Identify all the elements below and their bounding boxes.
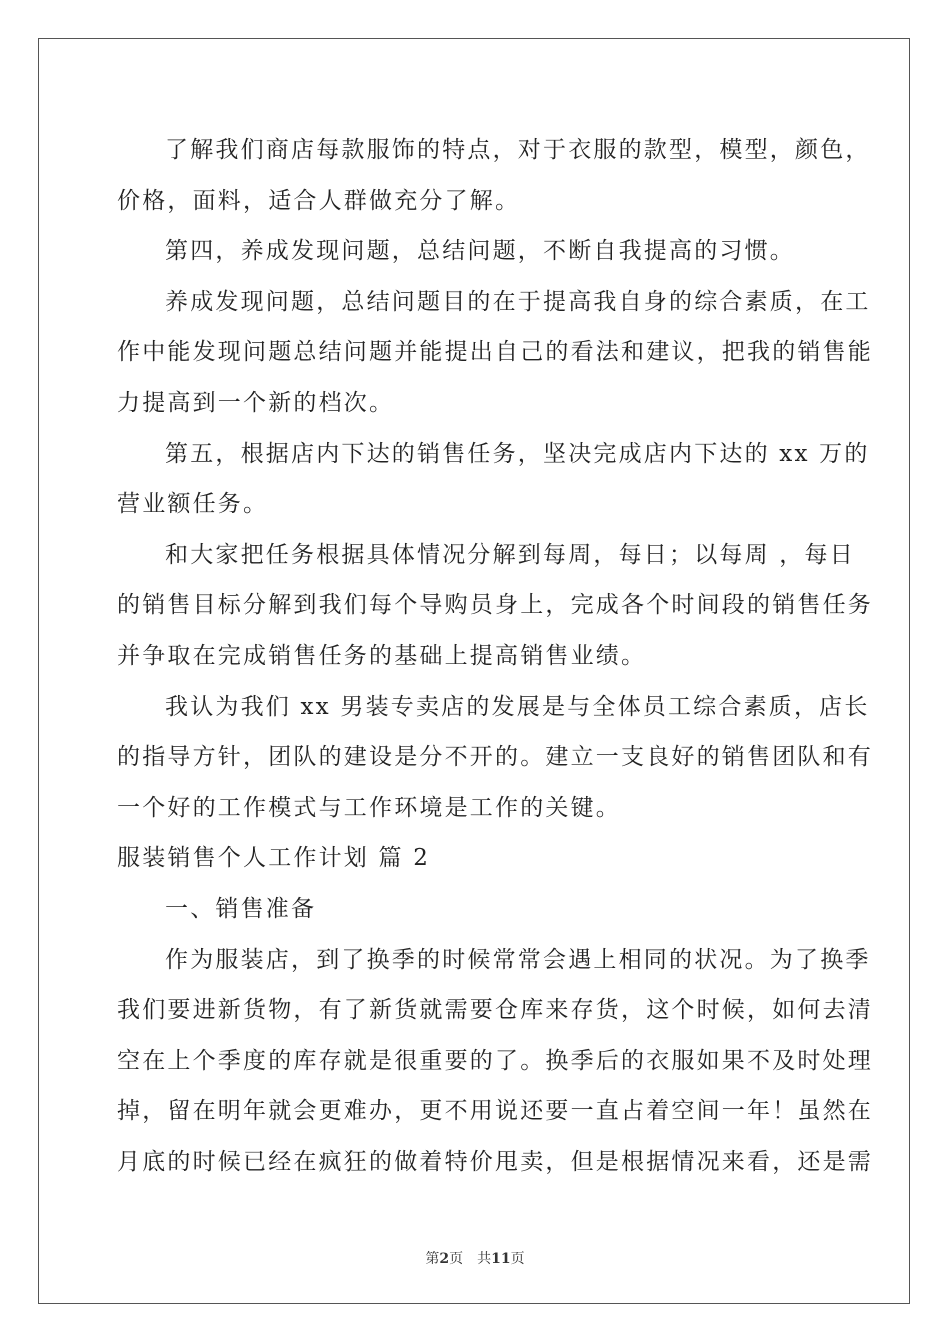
paragraph-line: 力提高到一个新的档次。 xyxy=(117,389,395,416)
page-number xyxy=(425,1251,463,1267)
section-heading: 服装销售个人工作计划 篇 2 xyxy=(117,845,431,872)
paragraph-line: 空在上个季度的库存就是很重要的了。换季后的衣服如果不及时处理 xyxy=(117,1047,873,1074)
paragraph-line: 的销售目标分解到我们每个导购员身上，完成各个时间段的销售任务 xyxy=(117,592,873,619)
paragraph-line: 价格，面料，适合人群做充分了解。 xyxy=(117,187,521,214)
paragraph-line: 和大家把任务根据具体情况分解到每周，每日；以每周 ，每日 xyxy=(165,541,855,568)
paragraph-line: 第五，根据店内下达的销售任务，坚决完成店内下达的 xx 万的 xyxy=(165,440,870,467)
page-prefix: 第 xyxy=(425,1251,440,1267)
current-page: 2 xyxy=(439,1251,450,1267)
paragraph-line: 了解我们商店每款服饰的特点，对于衣服的款型，模型，颜色， xyxy=(165,137,871,163)
paragraph-line: 作中能发现问题总结问题并能提出自己的看法和建议，把我的销售能 xyxy=(117,339,873,366)
paragraph-line: 月底的时候已经在疯狂的做着特价甩卖，但是根据情况来看，还是需 xyxy=(117,1148,873,1175)
paragraph-line: 第四，养成发现问题，总结问题，不断自我提高的习惯。 xyxy=(165,238,795,265)
subsection-heading: 一、销售准备 xyxy=(165,895,317,922)
paragraph-line: 一个好的工作模式与工作环境是工作的关键。 xyxy=(117,794,621,821)
paragraph-line: 养成发现问题，总结问题目的在于提高我自身的综合素质，在工 xyxy=(165,288,871,315)
total-pages xyxy=(477,1251,524,1267)
paragraph-line: 营业额任务。 xyxy=(117,491,269,518)
paragraph-line: 的指导方针，团队的建设是分不开的。建立一支良好的销售团队和有 xyxy=(117,744,873,771)
paragraph-line: 我们要进新货物，有了新货就需要仓库来存货，这个时候，如何去清 xyxy=(117,997,873,1024)
total-count: 11 xyxy=(491,1251,511,1267)
paragraph-line: 我认为我们 xx 男装专卖店的发展是与全体员工综合素质，店长 xyxy=(165,693,870,720)
paragraph-line: 作为服装店，到了换季的时候常常会遇上相同的状况。为了换季 xyxy=(165,946,871,973)
total-prefix: 共 xyxy=(477,1251,492,1267)
page-footer xyxy=(0,1248,950,1268)
page-suffix: 页 xyxy=(449,1251,464,1267)
document-body xyxy=(117,125,873,1187)
total-suffix: 页 xyxy=(510,1251,525,1267)
paragraph-line: 并争取在完成销售任务的基础上提高销售业绩。 xyxy=(117,642,647,669)
paragraph-line: 掉，留在明年就会更难办，更不用说还要一直占着空间一年！虽然在 xyxy=(117,1098,873,1125)
